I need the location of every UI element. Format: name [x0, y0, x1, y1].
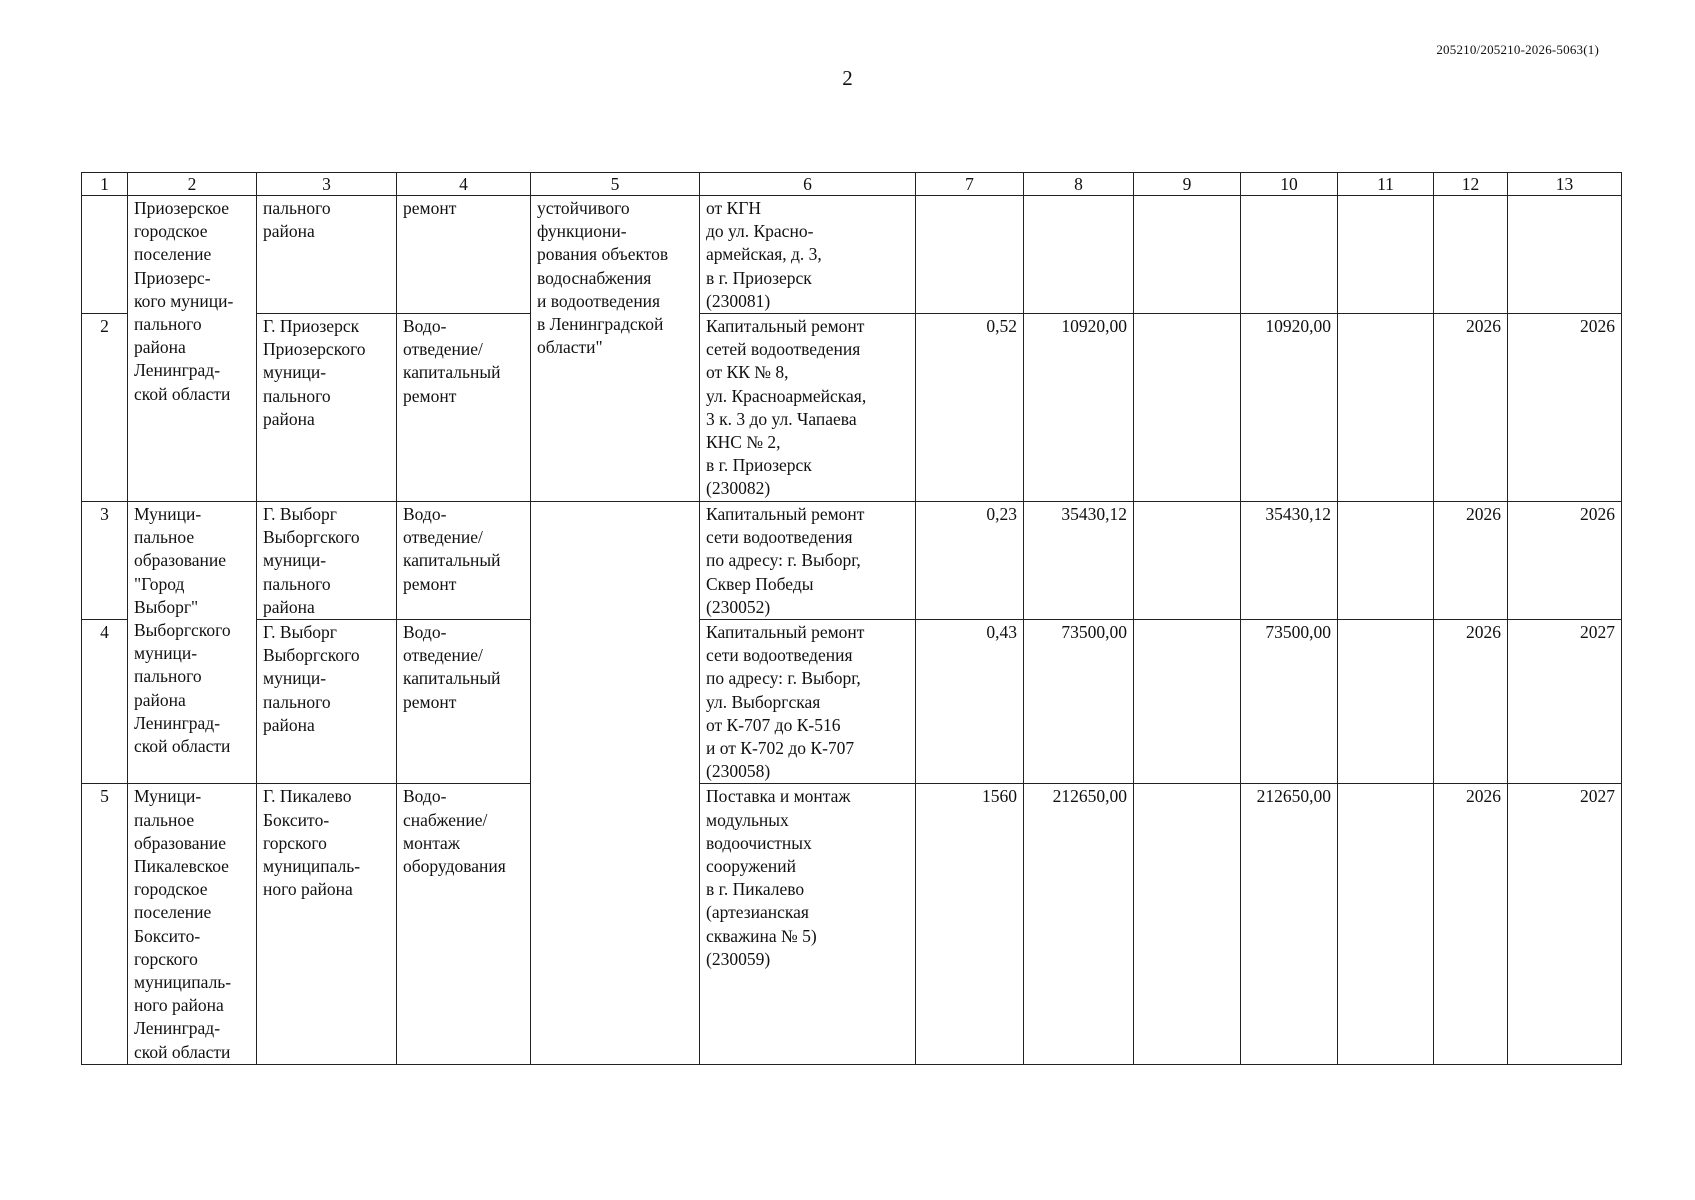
value-cell	[1134, 196, 1241, 314]
object-cell: Капитальный ремонт сетей водоотведения от КК № 8, ул. Красноармейская, 3 к. 3 до ул. Чапаева КНС № 2, в г. Приозерск (230082)	[700, 314, 916, 502]
table-row	[82, 502, 1622, 620]
work-type-cell: Водо- отведение/ капитальный ремонт	[397, 620, 531, 784]
capacity-cell: 1560	[916, 784, 1024, 1064]
start-year-cell: 2026	[1434, 314, 1508, 502]
municipality-cell: Муници- пальное образование Пикалевское городское поселение Бокситo- горского муниципаль- ного района Ленинград- ской области	[128, 784, 257, 1064]
row-number-cell: 3	[82, 502, 128, 620]
value-cell: 10920,00	[1241, 314, 1338, 502]
value-cell: 212650,00	[1241, 784, 1338, 1064]
header-cell: 6	[700, 173, 916, 196]
work-type-cell: Водо- отведение/ капитальный ремонт	[397, 502, 531, 620]
location-cell: Г. Пикалево Бокситo- горского муниципаль- ного района	[257, 784, 397, 1064]
value-cell: 35430,12	[1241, 502, 1338, 620]
total-cost-cell: 10920,00	[1024, 314, 1134, 502]
end-year-cell: 2026	[1508, 314, 1622, 502]
location-cell: пального района	[257, 196, 397, 314]
header-cell: 2	[128, 173, 257, 196]
end-year-cell: 2027	[1508, 784, 1622, 1064]
work-type-cell: Водо- снабжение/ монтаж оборудования	[397, 784, 531, 1064]
row-number-cell: 4	[82, 620, 128, 784]
value-cell	[1134, 314, 1241, 502]
program-cell-continued	[531, 502, 700, 1065]
value-cell: 73500,00	[1241, 620, 1338, 784]
object-cell: Капитальный ремонт сети водоотведения по адресу: г. Выборг, Сквер Победы (230052)	[700, 502, 916, 620]
program-table	[81, 172, 1622, 1065]
document-id: 205210/205210-2026-5063(1)	[1436, 42, 1599, 57]
total-cost-cell: 73500,00	[1024, 620, 1134, 784]
header-row	[82, 173, 1622, 196]
header-cell: 5	[531, 173, 700, 196]
start-year-cell: 2026	[1434, 620, 1508, 784]
start-year-cell: 2026	[1434, 502, 1508, 620]
row-number-cell: 2	[82, 314, 128, 502]
header-cell: 11	[1338, 173, 1434, 196]
program-cell: устойчивого функциони- рования объектов водоснабжения и водоотведения в Ленинградской области"	[531, 196, 700, 502]
value-cell	[1134, 784, 1241, 1064]
municipality-cell: Приозерское городское поселение Приозерс- кого муници- пального района Ленинград- ской области	[128, 196, 257, 502]
total-cost-cell: 35430,12	[1024, 502, 1134, 620]
table-row	[82, 314, 1622, 502]
header-cell: 3	[257, 173, 397, 196]
object-cell: Поставка и монтаж модульных водоочистных сооружений в г. Пикалево (артезианская скважина № 5) (230059)	[700, 784, 916, 1064]
location-cell: Г. Выборг Выборгского муници- пального района	[257, 502, 397, 620]
end-year-cell	[1508, 196, 1622, 314]
header-cell: 13	[1508, 173, 1622, 196]
header-cell: 9	[1134, 173, 1241, 196]
start-year-cell: 2026	[1434, 784, 1508, 1064]
object-cell: Капитальный ремонт сети водоотведения по адресу: г. Выборг, ул. Выборгская от К-707 до К-516 и от К-702 до К-707 (230058)	[700, 620, 916, 784]
header-cell: 12	[1434, 173, 1508, 196]
header-cell: 7	[916, 173, 1024, 196]
header-cell: 10	[1241, 173, 1338, 196]
page-number: 2	[842, 66, 853, 90]
end-year-cell: 2027	[1508, 620, 1622, 784]
table-row	[82, 196, 1622, 314]
value-cell	[1134, 620, 1241, 784]
start-year-cell	[1434, 196, 1508, 314]
row-number-cell	[82, 196, 128, 314]
value-cell	[1338, 620, 1434, 784]
value-cell	[1338, 502, 1434, 620]
header-cell: 1	[82, 173, 128, 196]
value-cell	[1134, 502, 1241, 620]
work-type-cell: ремонт	[397, 196, 531, 314]
value-cell	[1338, 314, 1434, 502]
table-row	[82, 620, 1622, 784]
value-cell	[1241, 196, 1338, 314]
location-cell: Г. Выборг Выборгского муници- пального района	[257, 620, 397, 784]
capacity-cell	[916, 196, 1024, 314]
value-cell	[1338, 784, 1434, 1064]
row-number-cell: 5	[82, 784, 128, 1064]
header-cell: 8	[1024, 173, 1134, 196]
total-cost-cell	[1024, 196, 1134, 314]
end-year-cell: 2026	[1508, 502, 1622, 620]
capacity-cell: 0,43	[916, 620, 1024, 784]
object-cell: от КГН до ул. Красно- армейская, д. 3, в г. Приозерск (230081)	[700, 196, 916, 314]
capacity-cell: 0,52	[916, 314, 1024, 502]
header-cell: 4	[397, 173, 531, 196]
table-row	[82, 784, 1622, 1064]
capacity-cell: 0,23	[916, 502, 1024, 620]
value-cell	[1338, 196, 1434, 314]
municipality-cell: Муници- пальное образование "Город Выборг" Выборгского муници- пального района Ленинград- ской области	[128, 502, 257, 784]
total-cost-cell: 212650,00	[1024, 784, 1134, 1064]
location-cell: Г. Приозерск Приозерского муници- пального района	[257, 314, 397, 502]
work-type-cell: Водо- отведение/ капитальный ремонт	[397, 314, 531, 502]
